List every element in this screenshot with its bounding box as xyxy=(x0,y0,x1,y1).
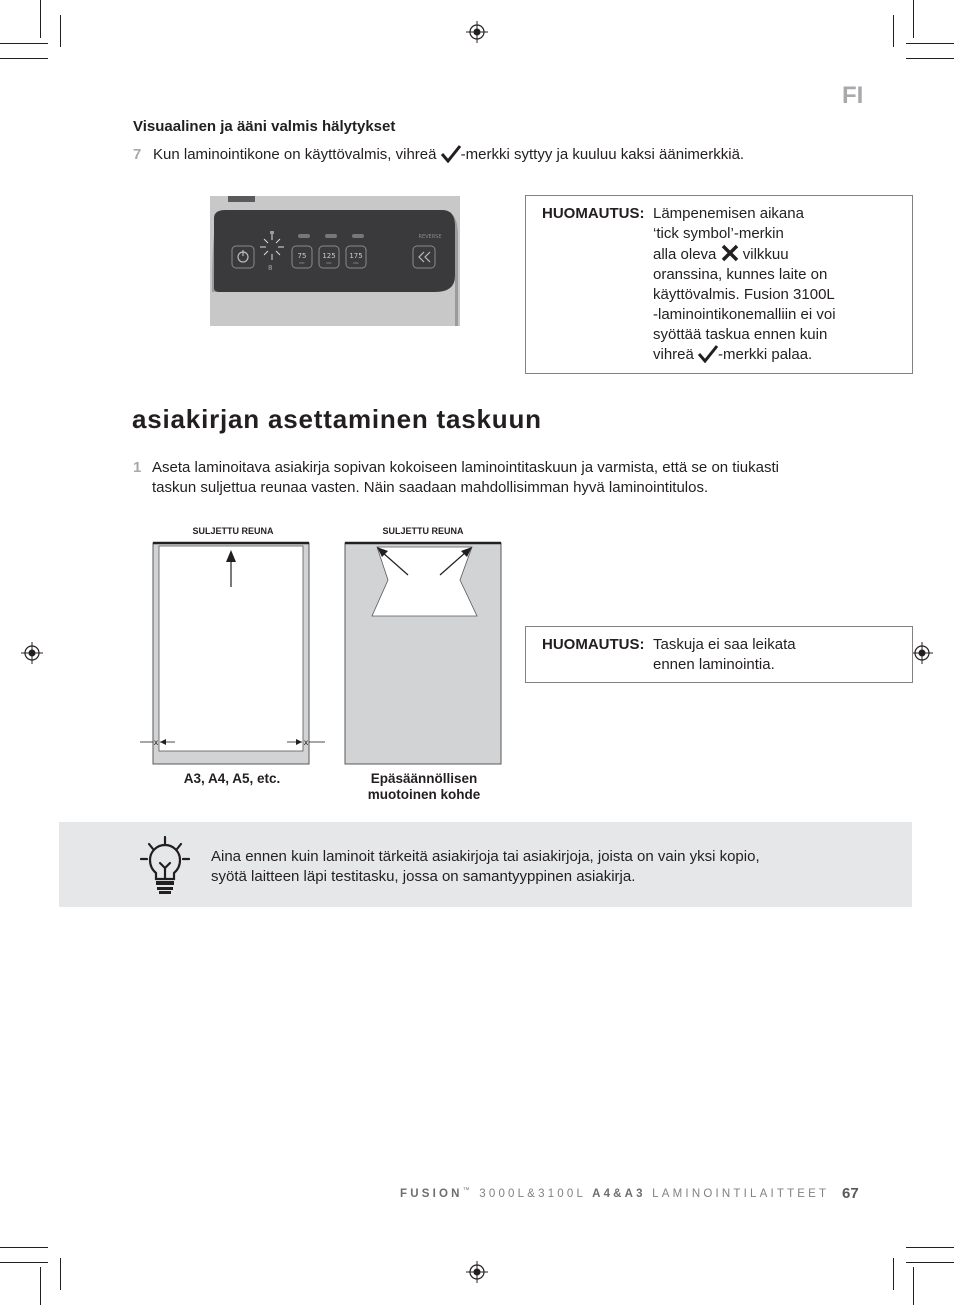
caption-line: Epäsäännöllisen xyxy=(370,771,478,786)
pocket-diagram-standard xyxy=(140,540,325,766)
note-text xyxy=(653,635,873,675)
margin-mark: x xyxy=(303,738,309,747)
note-line: Taskuja ei saa leikata xyxy=(653,636,796,653)
note-line: oranssina, kunnes laite on xyxy=(653,266,828,283)
step-text xyxy=(152,458,832,498)
control-panel-illustration xyxy=(210,196,460,326)
diagram-bottom-caption: A3, A4, A5, etc. xyxy=(183,771,281,786)
step-line: Aseta laminoitava asiakirja sopivan kokoiseen laminointitaskuun ja varmista, että se on tiukasti xyxy=(152,459,779,476)
caption-line: muotoinen kohde xyxy=(367,787,481,802)
section-title: Visuaalinen ja ääni valmis hälytykset xyxy=(133,118,396,135)
step-line: taskun suljettua reunaa vasten. Näin saadaan mahdollisimman hyvä laminointitulos. xyxy=(152,479,709,496)
tip-line: syötä laitteen läpi testitasku, jossa on samantyyppinen asiakirja. xyxy=(211,868,636,885)
page-number: 67 xyxy=(842,1185,859,1202)
registration-mark-icon xyxy=(911,642,933,664)
note-line: ‘tick symbol’-merkin xyxy=(653,225,784,242)
button-sub-label: MIC xyxy=(326,261,332,265)
footer-product: LAMINOINTILAITTEET xyxy=(645,1188,830,1200)
lightbulb-icon xyxy=(140,835,190,895)
note-line: -laminointikonemalliin ei voi xyxy=(653,306,836,323)
note-fragment: vilkkuu xyxy=(742,246,789,263)
note-line xyxy=(653,244,873,265)
footer-trademark: ™ xyxy=(462,1187,473,1194)
margin-mark: x xyxy=(153,738,159,747)
footer-sizes: A4&A3 xyxy=(592,1188,646,1200)
tick-icon xyxy=(698,345,718,363)
step-number: 1 xyxy=(133,459,142,476)
reverse-label: REVERSE xyxy=(418,234,442,240)
cross-icon xyxy=(721,244,739,262)
footer-brand: FUSION xyxy=(400,1188,463,1200)
button-label: 75 xyxy=(297,252,307,260)
registration-mark-icon xyxy=(466,21,488,43)
pocket-diagram-irregular xyxy=(344,540,504,766)
button-label: 125 xyxy=(322,252,336,260)
step-text-before: Kun laminointikone on käyttövalmis, vihreä xyxy=(153,146,437,163)
note-box-no-cutting xyxy=(525,626,913,683)
registration-mark-icon xyxy=(21,642,43,664)
note-box-warmup xyxy=(525,195,913,374)
note-fragment: alla oleva xyxy=(653,246,717,263)
diagram-top-caption: SULJETTU REUNA xyxy=(192,526,274,536)
diagram-top-caption: SULJETTU REUNA xyxy=(382,526,464,536)
note-line: Lämpenemisen aikana xyxy=(653,205,804,222)
registration-mark-icon xyxy=(466,1261,488,1283)
svg-text:8: 8 xyxy=(268,264,273,272)
button-sub-label: MIC xyxy=(299,261,305,265)
note-line: käyttövalmis. Fusion 3100L xyxy=(653,286,835,303)
language-tag: FI xyxy=(842,82,864,109)
note-fragment: vihreä xyxy=(653,346,694,363)
button-sub-label: MIC xyxy=(353,261,359,265)
note-line xyxy=(653,345,873,365)
footer-models: 3000L&3100L xyxy=(472,1188,593,1200)
note-line: syöttää taskua ennen kuin xyxy=(653,326,828,343)
note-fragment: -merkki palaa. xyxy=(718,346,813,363)
step-1 xyxy=(133,458,833,496)
step-text-after: -merkki syttyy ja kuuluu kaksi äänimerkkiä. xyxy=(460,146,745,163)
section-heading: asiakirjan asettaminen taskuun xyxy=(132,404,542,434)
step-7 xyxy=(133,145,833,163)
step-number: 7 xyxy=(133,146,142,163)
footer-product-line xyxy=(400,1187,829,1200)
button-label: 175 xyxy=(349,252,363,260)
note-text xyxy=(653,204,873,365)
tick-icon xyxy=(441,145,461,163)
note-label: HUOMAUTUS: xyxy=(542,636,645,653)
note-line: ennen laminointia. xyxy=(653,656,775,673)
tip-line: Aina ennen kuin laminoit tärkeitä asiakirjoja tai asiakirjoja, joista on vain yksi kopio, xyxy=(211,848,760,865)
tip-text xyxy=(211,847,831,887)
diagram-bottom-caption xyxy=(339,771,509,803)
note-label: HUOMAUTUS: xyxy=(542,205,645,222)
